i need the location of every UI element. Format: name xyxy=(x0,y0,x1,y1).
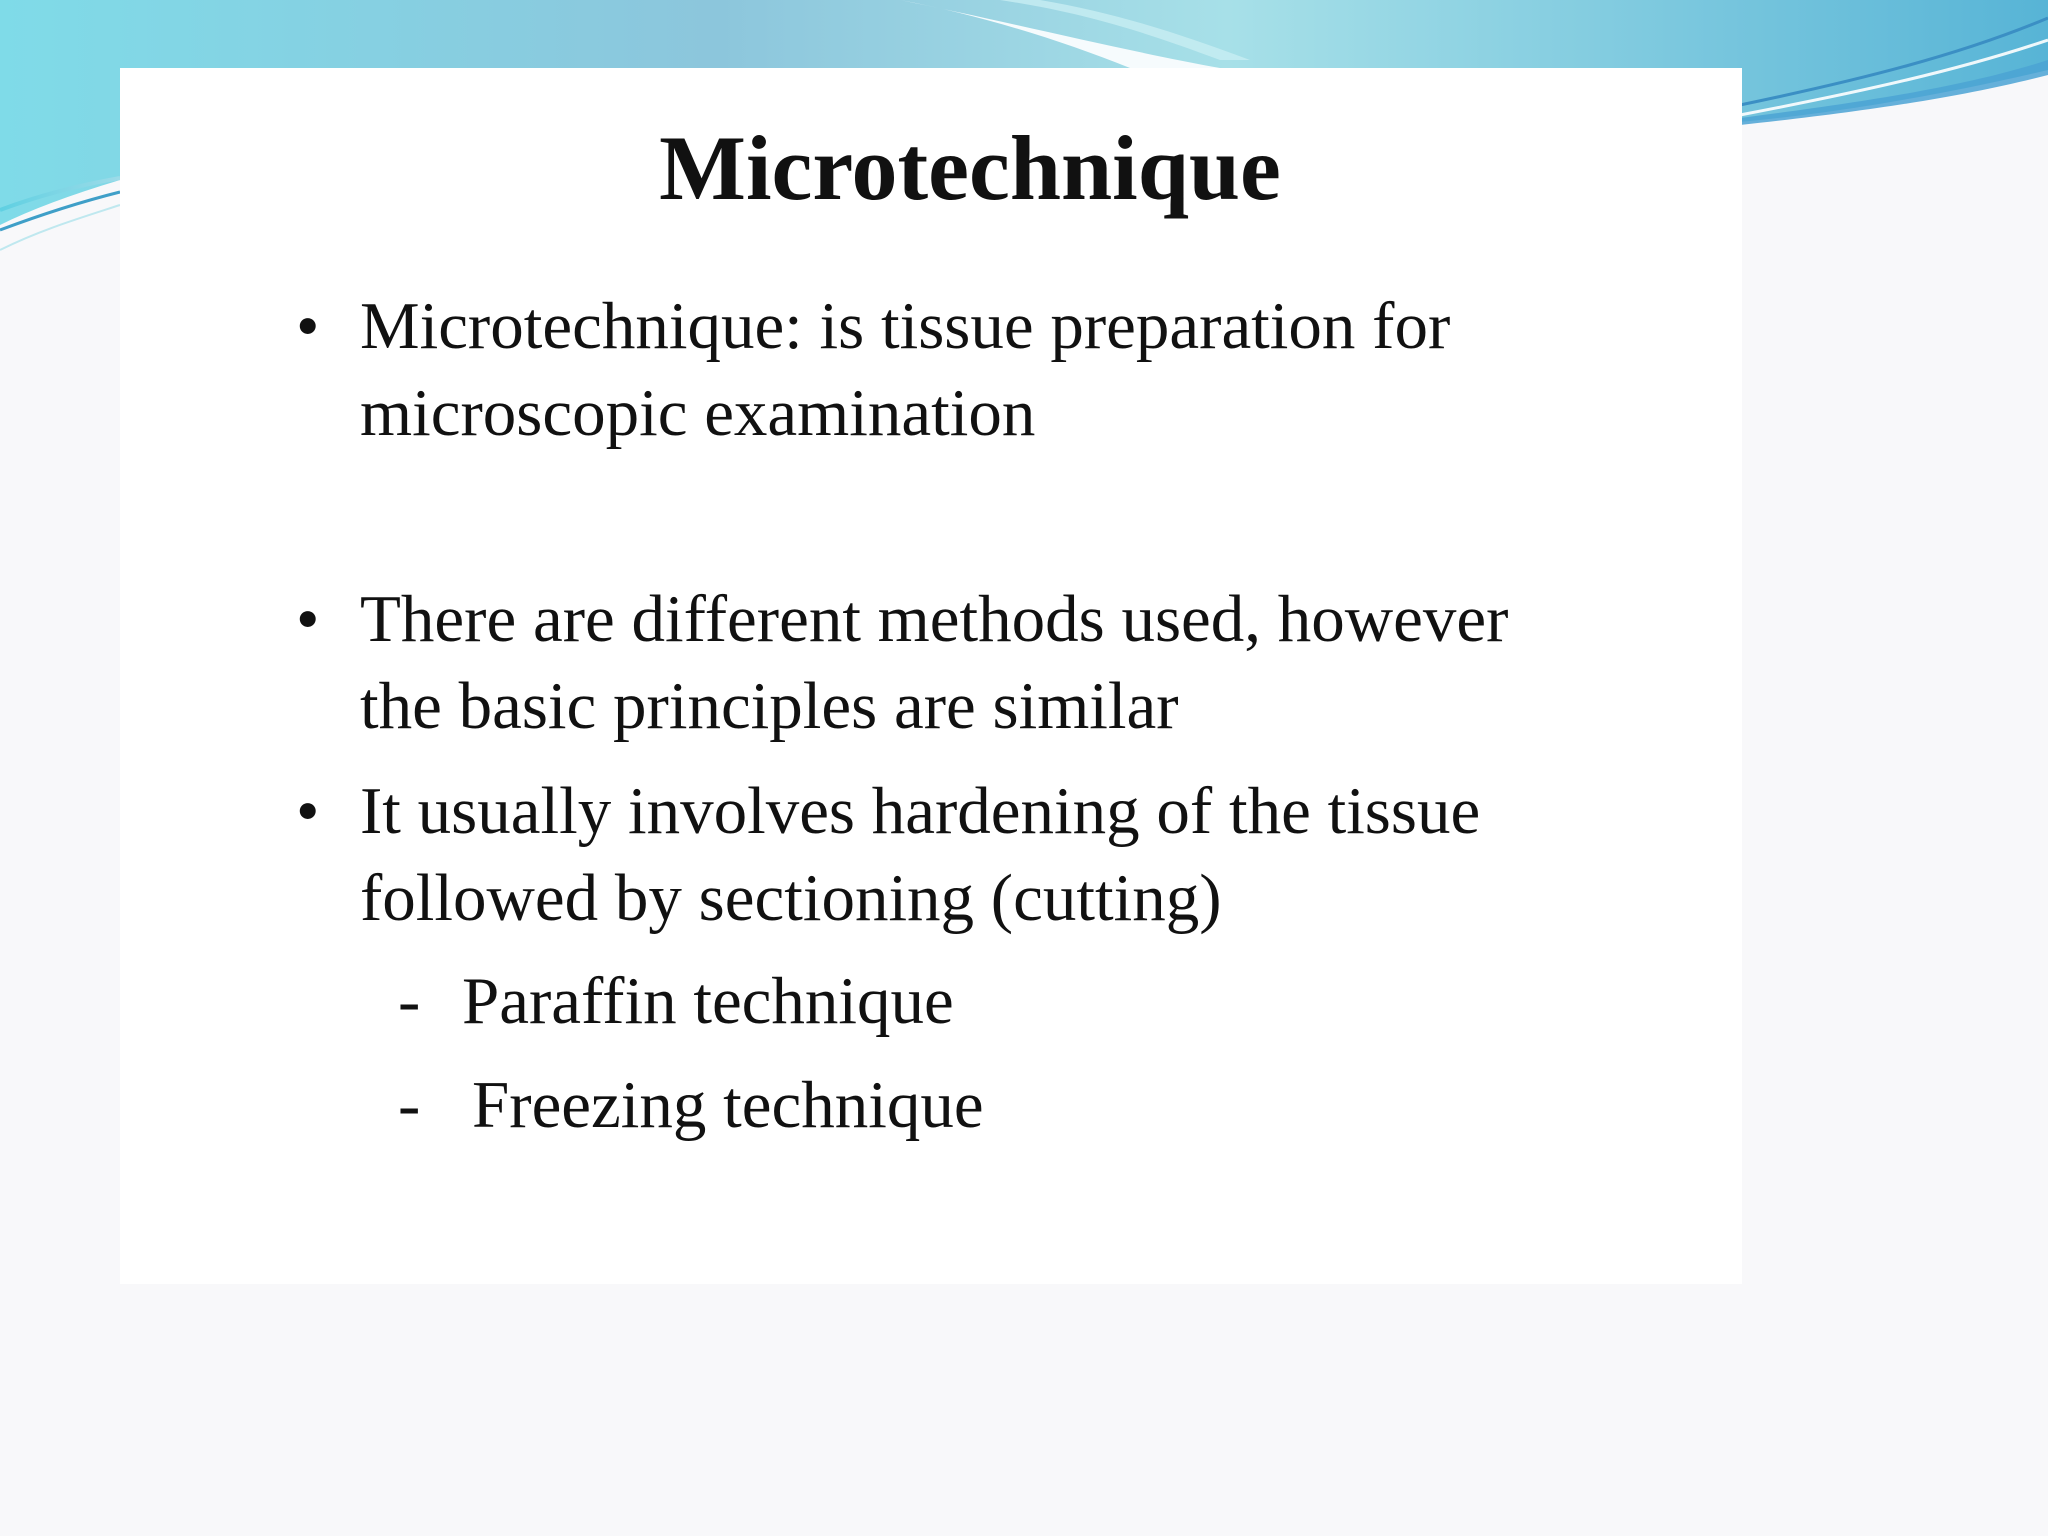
bullet-marker: • xyxy=(296,289,320,363)
bullet-line: It usually involves hardening of the tissue xyxy=(360,774,1481,848)
bullet-marker: • xyxy=(296,582,320,656)
slide-title: Microtechnique xyxy=(659,117,1281,219)
bullet-line: There are different methods used, however xyxy=(360,582,1509,656)
bullet-line: the basic principles are similar xyxy=(360,669,1179,743)
sub-bullet-marker: - xyxy=(398,1068,421,1142)
bullet-line: Microtechnique: is tissue preparation for xyxy=(360,289,1451,363)
sub-bullet-text: Freezing technique xyxy=(472,1068,984,1142)
sub-bullet-text: Paraffin technique xyxy=(462,964,954,1038)
sub-bullet-marker: - xyxy=(398,964,421,1038)
bullet-line: followed by sectioning (cutting) xyxy=(360,861,1222,935)
bullet-marker: • xyxy=(296,774,320,848)
bullet-line: microscopic examination xyxy=(360,376,1036,450)
